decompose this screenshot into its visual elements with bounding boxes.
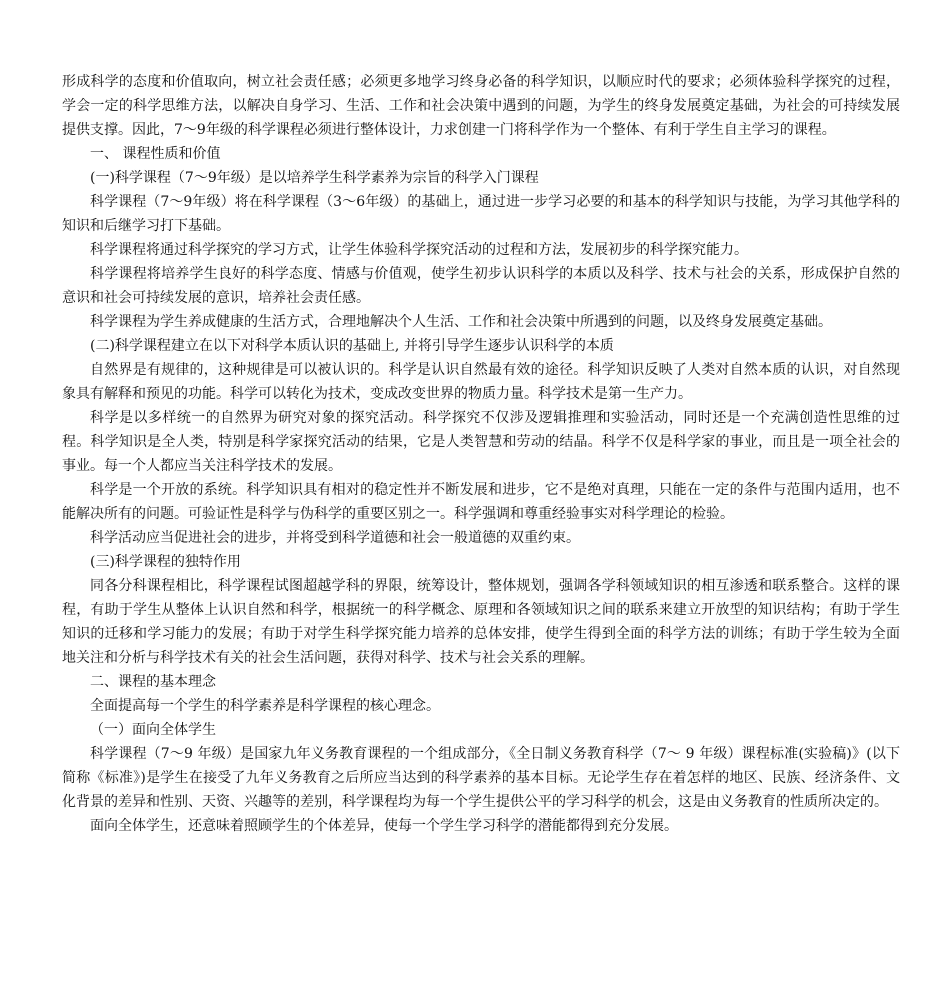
paragraph: 科学课程为学生养成健康的生活方式，合理地解决个人生活、工作和社会决策中所遇到的问题，以及终身发展奠定基础。	[90, 314, 832, 330]
paragraph: 同各分科课程相比，科学课程试图超越学科的界限，统筹设计，整体规划，强调各学科领域知识的相互渗透和联系整合。这样的课程，有助于学生从整体上认识自然和科学，根据统一的科学概念、原理和各领域知识之间的联系来建立开放型的知识结构；有助于学生知识的迁移和学习能力的发展；有助于对学生科学探究能力培养的总体安排，使学生得到全面的科学方法的训练；有助于学生较为全面地关注和分析与科学技术有关的社会生活问题，获得对科学、技术与社会关系的理解。	[62, 578, 900, 666]
paragraph: 自然界是有规律的，这种规律是可以被认识的。科学是认识自然最有效的途径。科学知识反映了人类对自然本质的认识，对自然现象具有解释和预见的功能。科学可以转化为技术，变成改变世界的物质力量。科学技术是第一生产力。	[62, 362, 900, 402]
paragraph: 科学课程将通过科学探究的学习方式，让学生体验科学探究活动的过程和方法，发展初步的科学探究能力。	[90, 242, 748, 258]
subheading-all-students: （一）面向全体学生	[90, 722, 216, 738]
subheading-one: (一)科学课程（7～9年级）是以培养学生科学素养为宗旨的科学入门课程	[90, 170, 539, 186]
paragraph: 科学课程（7～9 年级）是国家九年义务教育课程的一个组成部分，《全日制义务教育科学（7～ 9 年级）课程标准(实验稿)》(以下简称《标准》)是学生在接受了九年义务教育之后所应当达到的科学素养的基本目标。无论学生存在着怎样的地区、民族、经济条件、文化背景的差异和性别、天资、兴趣等的差别，科学课程均为每一个学生提供公平的学习科学的机会，这是由义务教育的性质所决定的。	[62, 746, 900, 810]
paragraph: 科学是一个开放的系统。科学知识具有相对的稳定性并不断发展和进步，它不是绝对真理，只能在一定的条件与范围内适用，也不能解决所有的问题。可验证性是科学与伪科学的重要区别之一。科学强调和尊重经验事实对科学理论的检验。	[62, 482, 900, 522]
paragraph: 全面提高每一个学生的科学素养是科学课程的核心理念。	[90, 698, 440, 714]
paragraph: 面向全体学生，还意味着照顾学生的个体差异，使每一个学生学习科学的潜能都得到充分发展。	[90, 818, 678, 834]
document-page	[62, 70, 900, 838]
section-heading-basic-concepts: 二、课程的基本理念	[90, 674, 216, 690]
subheading-two: (二)科学课程建立在以下对科学本质认识的基础上, 并将引导学生逐步认识科学的本质	[90, 338, 614, 354]
paragraph: 科学课程（7～9年级）将在科学课程（3～6年级）的基础上，通过进一步学习必要的和基本的科学知识与技能，为学习其他学科的知识和后继学习打下基础。	[62, 194, 900, 234]
paragraph: 科学课程将培养学生良好的科学态度、情感与价值观，使学生初步认识科学的本质以及科学、技术与社会的关系，形成保护自然的意识和社会可持续发展的意识，培养社会责任感。	[62, 266, 900, 306]
section-heading-course-nature: 一、 课程性质和价值	[90, 146, 221, 162]
paragraph-continuation: 形成科学的态度和价值取向，树立社会责任感；必须更多地学习终身必备的科学知识，以顺应时代的要求；必须体验科学探究的过程，学会一定的科学思维方法，以解决自身学习、生活、工作和社会决策中遇到的问题，为学生的终身发展奠定基础，为社会的可持续发展提供支撑。因此，7～9年级的科学课程必须进行整体设计，力求创建一门将科学作为一个整体、有利于学生自主学习的课程。	[62, 74, 900, 138]
paragraph: 科学活动应当促进社会的进步，并将受到科学道德和社会一般道德的双重约束。	[90, 530, 580, 546]
paragraph: 科学是以多样统一的自然界为研究对象的探究活动。科学探究不仅涉及逻辑推理和实验活动，同时还是一个充满创造性思维的过程。科学知识是全人类，特别是科学家探究活动的结果，它是人类智慧和劳动的结晶。科学不仅是科学家的事业，而且是一项全社会的事业。每一个人都应当关注科学技术的发展。	[62, 410, 900, 474]
subheading-three: (三)科学课程的独特作用	[90, 554, 241, 570]
